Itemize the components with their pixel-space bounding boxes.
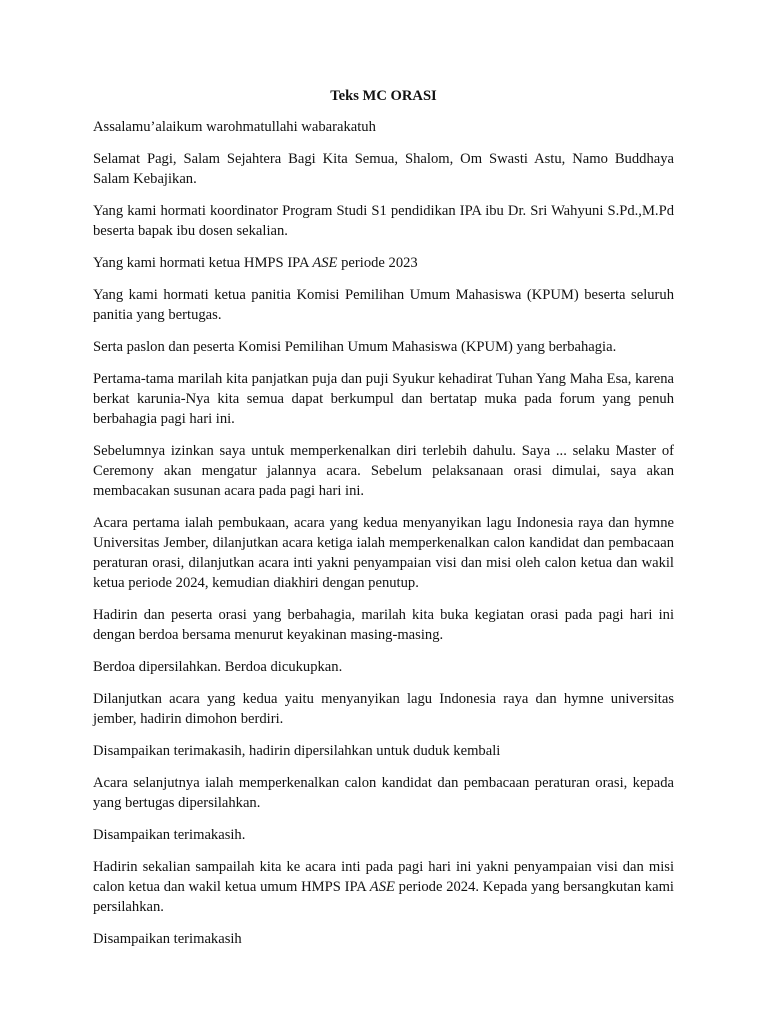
paragraph-acara-inti [93, 857, 674, 917]
emphasis-ase: ASE [369, 879, 395, 895]
paragraph-perkenalan: Sebelumnya izinkan saya untuk memperkenalkan diri terlebih dahulu. Saya ... selaku Master of Ceremony akan mengatur jalannya acara. Sebelum pelaksanaan orasi dimulai, saya akan membacakan susunan acara pada pagi hari ini. [93, 443, 674, 499]
paragraph-salam: Assalamu’alaikum warohmatullahi wabarakatuh [93, 119, 376, 135]
document-title: Teks MC ORASI [330, 88, 437, 104]
paragraph-terimakasih-1: Disampaikan terimakasih. [93, 827, 246, 843]
paragraph-text-segment: Yang kami hormati ketua HMPS IPA [93, 255, 313, 271]
paragraph-berdoa-ajakan: Hadirin dan peserta orasi yang berbahagia, marilah kita buka kegiatan orasi pada pagi hari ini dengan berdoa bersama menurut keyakinan masing-masing. [93, 607, 674, 643]
paragraph-text-segment: periode 2024. Kepada yang bersangkutan kami persilahkan. [93, 879, 674, 915]
paragraph-lagu: Dilanjutkan acara yang kedua yaitu menyanyikan lagu Indonesia raya dan hymne universitas jember, hadirin dimohon berdiri. [93, 691, 674, 727]
paragraph-ketua-panitia: Yang kami hormati ketua panitia Komisi Pemilihan Umum Mahasiswa (KPUM) beserta seluruh panitia yang bertugas. [93, 287, 674, 323]
paragraph-kandidat: Acara selanjutnya ialah memperkenalkan calon kandidat dan pembacaan peraturan orasi, kepada yang bertugas dipersilahkan. [93, 775, 674, 811]
paragraph-greeting: Selamat Pagi, Salam Sejahtera Bagi Kita Semua, Shalom, Om Swasti Astu, Namo Buddhaya Salam Kebajikan. [93, 151, 674, 187]
paragraph-duduk-kembali: Disampaikan terimakasih, hadirin dipersilahkan untuk duduk kembali [93, 743, 501, 759]
document-page [93, 86, 674, 961]
paragraph-paslon: Serta paslon dan peserta Komisi Pemilihan Umum Mahasiswa (KPUM) yang berbahagia. [93, 339, 617, 355]
paragraph-susunan-acara: Acara pertama ialah pembukaan, acara yang kedua menyanyikan lagu Indonesia raya dan hymne Universitas Jember, dilanjutkan acara ketiga ialah memperkenalkan calon kandidat dan pembacaan peraturan orasi, dilanjutkan acara inti yakni penyampaian visi dan misi oleh calon ketua dan wakil ketua periode 2024, kemudian diakhiri dengan penutup. [93, 515, 674, 591]
paragraph-ketua-hmps [93, 253, 674, 273]
paragraph-text-segment: periode 2023 [337, 255, 418, 271]
paragraph-terimakasih-2: Disampaikan terimakasih [93, 931, 242, 947]
paragraph-text-segment: Hadirin sekalian sampailah kita ke acara inti pada pagi hari ini yakni penyampaian visi dan misi calon ketua dan wakil ketua umum HMPS IPA [93, 859, 674, 895]
emphasis-ase: ASE [312, 255, 338, 271]
paragraph-berdoa: Berdoa dipersilahkan. Berdoa dicukupkan. [93, 659, 343, 675]
paragraph-puji-syukur: Pertama-tama marilah kita panjatkan puja dan puji Syukur kehadirat Tuhan Yang Maha Esa, karena berkat karunia-Nya kita semua dapat berkumpul dan bertatap muka pada forum yang penuh berbahagia pagi hari ini. [93, 371, 674, 427]
paragraph-koordinator: Yang kami hormati koordinator Program Studi S1 pendidikan IPA ibu Dr. Sri Wahyuni S.Pd.,M.Pd beserta bapak ibu dosen sekalian. [93, 203, 674, 239]
